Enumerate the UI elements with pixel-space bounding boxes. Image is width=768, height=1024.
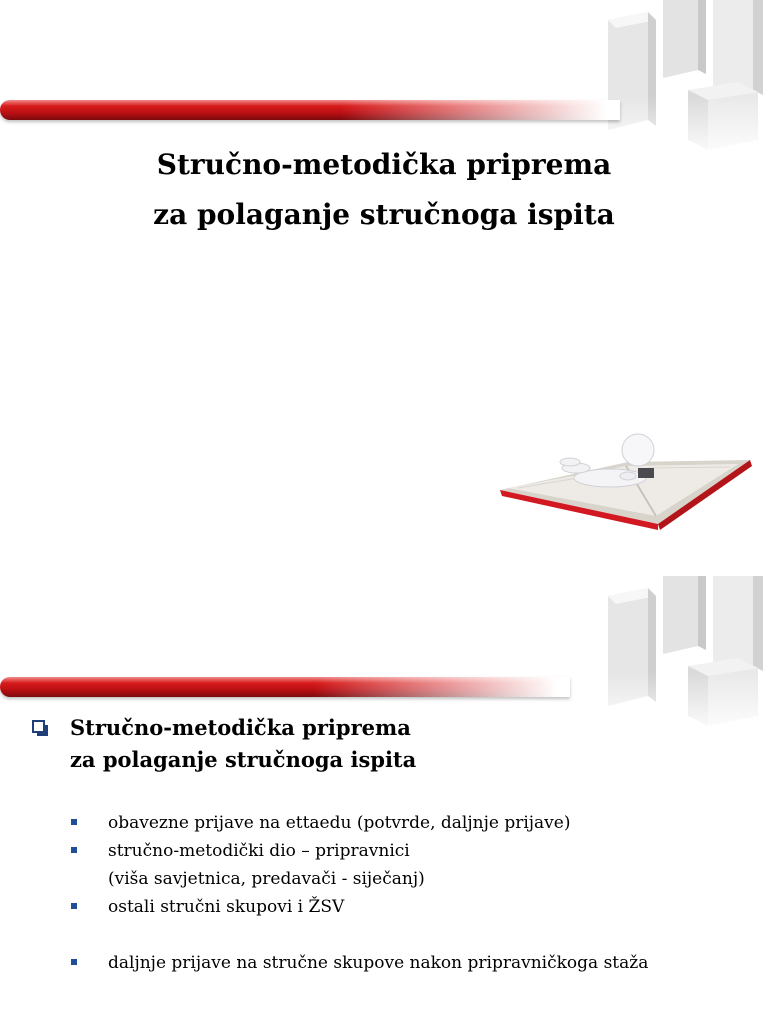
list-item-text: daljnje prijave na stručne skupove nakon pripravničkoga staža xyxy=(108,953,649,973)
square-bullet-icon xyxy=(71,819,77,825)
list-item-text: ostali stručni skupovi i ŽSV xyxy=(108,897,345,917)
title-line-1: Stručno-metodička priprema xyxy=(156,148,612,181)
3d-blocks-decoration xyxy=(588,576,768,736)
list-item xyxy=(70,893,648,921)
list-item xyxy=(70,949,648,977)
list-item-text: stručno-metodički dio – pripravnici xyxy=(108,841,410,861)
sub-bullet-list xyxy=(70,809,648,977)
list-item-text: obavezne prijave na ettaedu (potvrde, daljnje prijave) xyxy=(108,813,571,833)
3d-blocks-decoration xyxy=(588,0,768,160)
slide-title xyxy=(0,140,768,240)
square-bullet-icon xyxy=(71,959,77,965)
content-slide xyxy=(0,576,768,1024)
square-bullet-icon xyxy=(71,903,77,909)
list-item xyxy=(70,837,648,865)
checkbox-bullet-icon xyxy=(32,720,45,733)
heading-line-2: za polaganje stručnoga ispita xyxy=(70,747,417,772)
square-bullet-icon xyxy=(71,847,77,853)
list-item-continuation xyxy=(70,865,648,893)
red-accent-band xyxy=(0,677,570,697)
red-accent-band xyxy=(0,100,620,120)
heading-line-1: Stručno-metodička priprema xyxy=(70,715,411,740)
person-on-book-illustration xyxy=(498,432,754,532)
list-item xyxy=(70,809,648,837)
list-item-text: (viša savjetnica, predavači - siječanj) xyxy=(108,869,425,889)
title-line-2: za polaganje stručnoga ispita xyxy=(153,198,615,231)
